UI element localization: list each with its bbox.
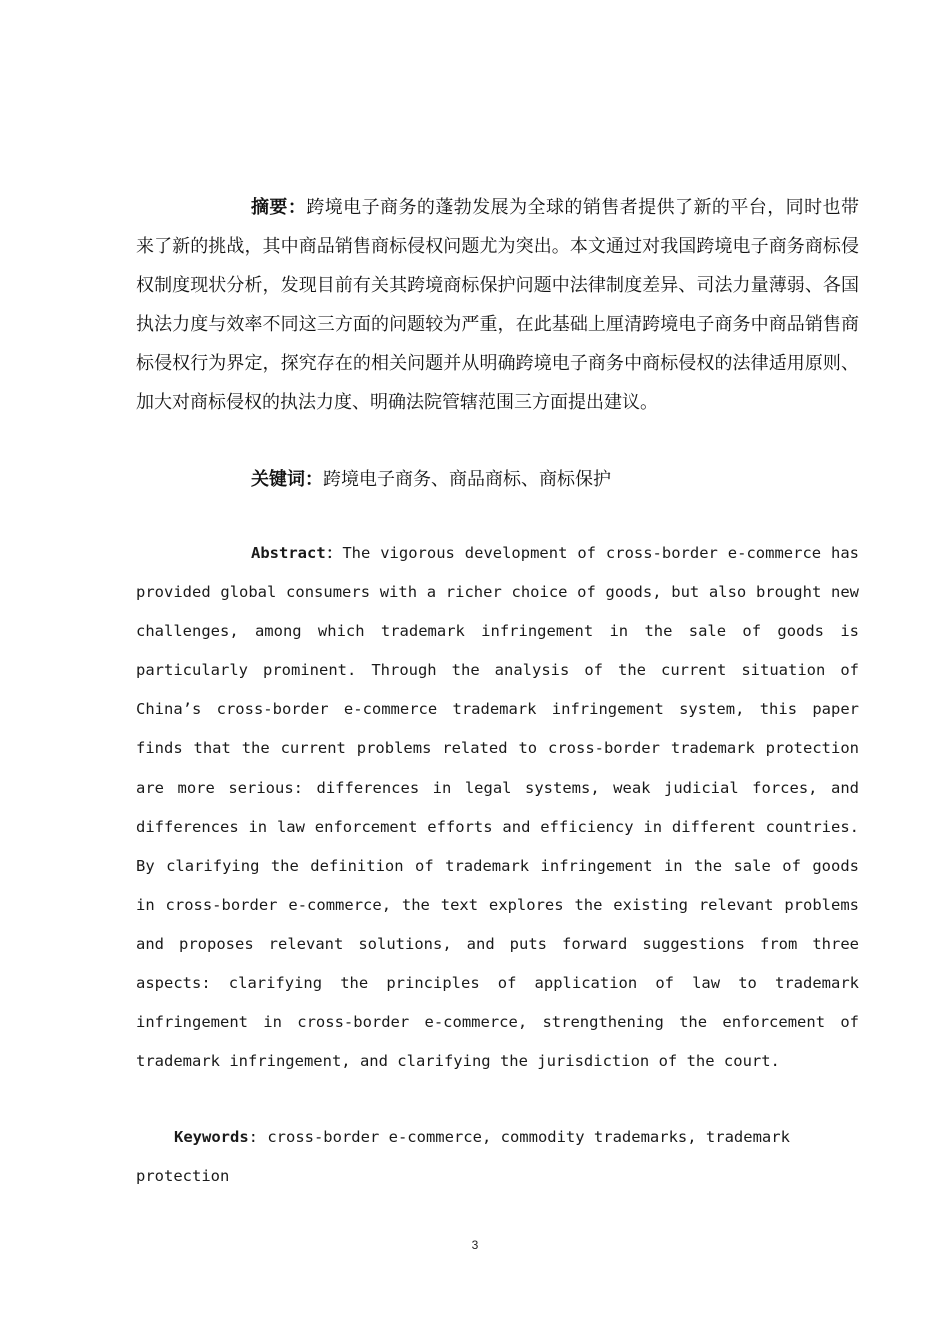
english-keywords [136, 1118, 859, 1196]
chinese-abstract [136, 188, 859, 422]
chinese-keywords-label: 关键词： [251, 469, 323, 490]
chinese-abstract-label: 摘要： [251, 197, 307, 218]
chinese-keywords-text: 跨境电子商务、商品商标、商标保护 [323, 469, 611, 490]
english-abstract-label: Abstract： [251, 544, 343, 562]
page-number: 3 [471, 1238, 479, 1252]
english-keywords-label: Keywords [174, 1128, 249, 1146]
chinese-keywords [251, 460, 859, 499]
chinese-abstract-text: 跨境电子商务的蓬勃发展为全球的销售者提供了新的平台，同时也带来了新的挑战，其中商品销售商标侵权问题尤为突出。本文通过对我国跨境电子商务商标侵权制度现状分析，发现目前有关其跨境商标保护问题中法律制度差异、司法力量薄弱、各国执法力度与效率不同这三方面的问题较为严重，在此基础上厘清跨境电子商务中商品销售商标侵权行为界定，探究存在的相关问题并从明确跨境电子商务中商标侵权的法律适用原则、加大对商标侵权的执法力度、明确法院管辖范围三方面提出建议。 [136, 197, 859, 413]
english-abstract-text: The vigorous development of cross-border e-commerce has provided global consumers with a richer choice of goods, but also brought new challenges, among which trademark infringement in the sale of goods is particularly prominent. Through the analysis of the current situation of China’s cross-border e-commerce trademark infringement system, this paper finds that the current problems related to cross-border trademark protection are more serious: differences in legal systems, weak judicial forces, and differences in law enforcement efforts and efficiency in different countries. By clarifying the definition of trademark infringement in the sale of goods in cross-border e-commerce, the text explores the existing relevant problems and proposes relevant solutions, and puts forward suggestions from three aspects: clarifying the principles of application of law to trademark infringement in cross-border e-commerce, strengthening the enforcement of trademark infringement, and clarifying the jurisdiction of the court. [136, 544, 860, 1071]
english-keywords-text: : cross-border e-commerce, commodity trademarks, trademark protection [136, 1128, 790, 1185]
english-abstract [136, 534, 859, 1081]
